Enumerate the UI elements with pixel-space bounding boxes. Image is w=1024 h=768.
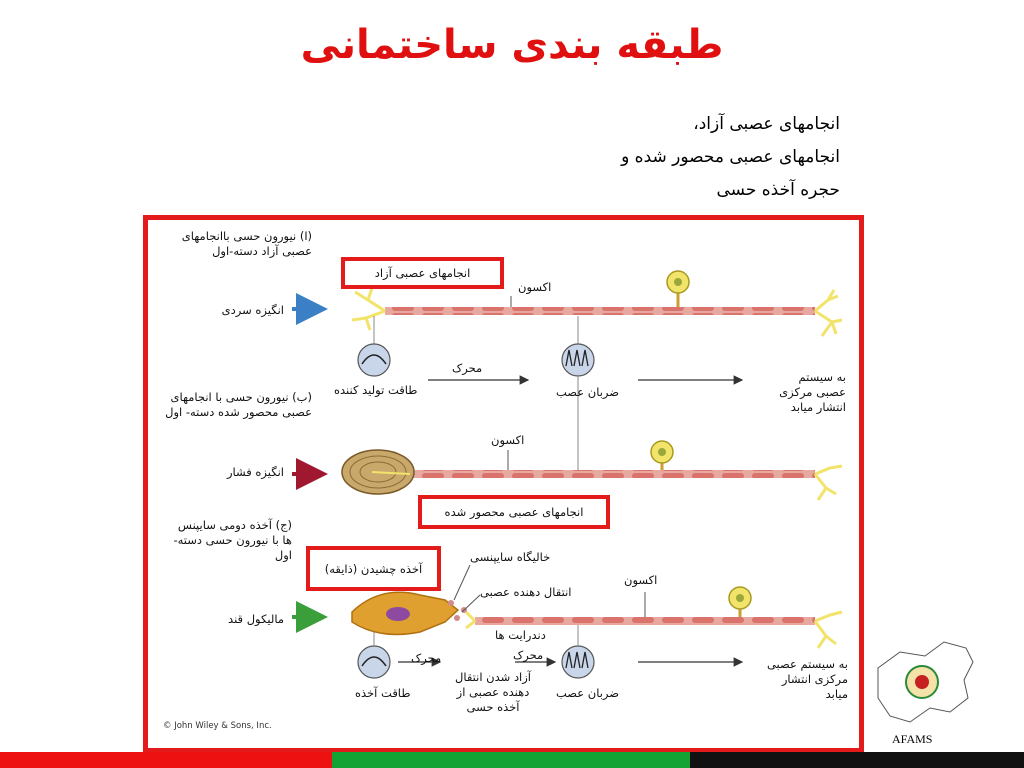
axon-label-c: اکسون <box>624 573 658 587</box>
generator-potential-icon <box>358 344 390 376</box>
free-nerve-endings-label: انجامهای عصبی آزاد <box>374 266 471 280</box>
nerve-impulse-label-c: ضربان عصب <box>556 686 620 700</box>
dendrites-label: دندرایت ها <box>495 628 546 642</box>
afghanistan-map-icon <box>878 642 973 722</box>
free-nerve-endings-box <box>341 257 504 289</box>
axon-label-b: اکسون <box>491 433 525 447</box>
receptor-potential-label: طاقت آخذه <box>355 686 411 700</box>
bullet-item: انجامهای عصبی آزاد، <box>693 114 840 134</box>
nerve-impulse-label-a: ضربان عصب <box>556 385 620 399</box>
panel-a-caption: (ا) نیورون حسی باانجامهای عصبی آزاد دسته-اول <box>181 229 312 258</box>
panel-b-caption: (ب) نیورون حسی با انجامهای عصبی محصور شده دسته- اول <box>165 390 312 419</box>
cns-output-label-a: به سیستم عصبی مرکزی انتشار میابد <box>779 370 846 414</box>
footer-bar-red <box>0 752 332 768</box>
slide-title: طبقه بندی ساختمانی <box>300 22 724 68</box>
footer-bar-green <box>332 752 690 768</box>
encapsulated-endings-label: انجامهای عصبی محصور شده <box>444 505 584 519</box>
neuron-c <box>352 587 842 648</box>
motor-label-c-right: محرک <box>513 648 544 662</box>
copyright-text: © John Wiley & Sons, Inc. <box>163 721 272 731</box>
taste-receptor-label: آخذه چشیدن (ذایقه) <box>324 561 423 576</box>
axon-a <box>385 307 815 315</box>
footer-bar-black <box>690 752 1024 768</box>
motor-label-c-left: محرک <box>411 651 442 665</box>
sugar-molecule-label: مالیکول قند <box>228 612 284 626</box>
free-nerve-ending-a <box>352 288 385 330</box>
panel-c-caption: (ج) آخذه دومی سایپنس ها با نیورون حسی دسته-اول <box>173 518 292 562</box>
neuron-b <box>342 441 842 500</box>
axon-label-a: اکسون <box>518 280 552 294</box>
afams-label: AFAMS <box>892 732 933 746</box>
cold-stimulus-label: انگیزه سردی <box>221 303 284 317</box>
taste-receptor-box <box>306 546 441 591</box>
generator-potential-label: طاقت تولید کننده <box>334 383 418 397</box>
synaptic-vesicle-label: خالیگاه سایپنسی <box>470 550 551 564</box>
cns-output-label-c: به سیستم عصبی مرکزی انتشار میابد <box>766 657 848 701</box>
neurotransmitter-label: انتقال دهنده عصبی <box>480 585 572 599</box>
pressure-stimulus-label: انگیزه فشار <box>226 465 284 479</box>
axon-c <box>475 617 815 625</box>
axon-terminal-a <box>815 290 842 336</box>
bullet-item: انجامهای عصبی محصور شده و <box>621 147 840 167</box>
bullet-item: حجره آخذه حسی <box>716 180 840 200</box>
motor-label-a: محرک <box>452 361 483 375</box>
receptor-potential-icon <box>358 646 390 678</box>
transmitter-release-label: آزاد شدن انتقال دهنده عصبی از آخذه حسی <box>454 670 532 714</box>
encapsulated-endings-box <box>418 495 610 529</box>
receptor-nucleus <box>386 607 410 621</box>
axon-b <box>410 470 815 478</box>
